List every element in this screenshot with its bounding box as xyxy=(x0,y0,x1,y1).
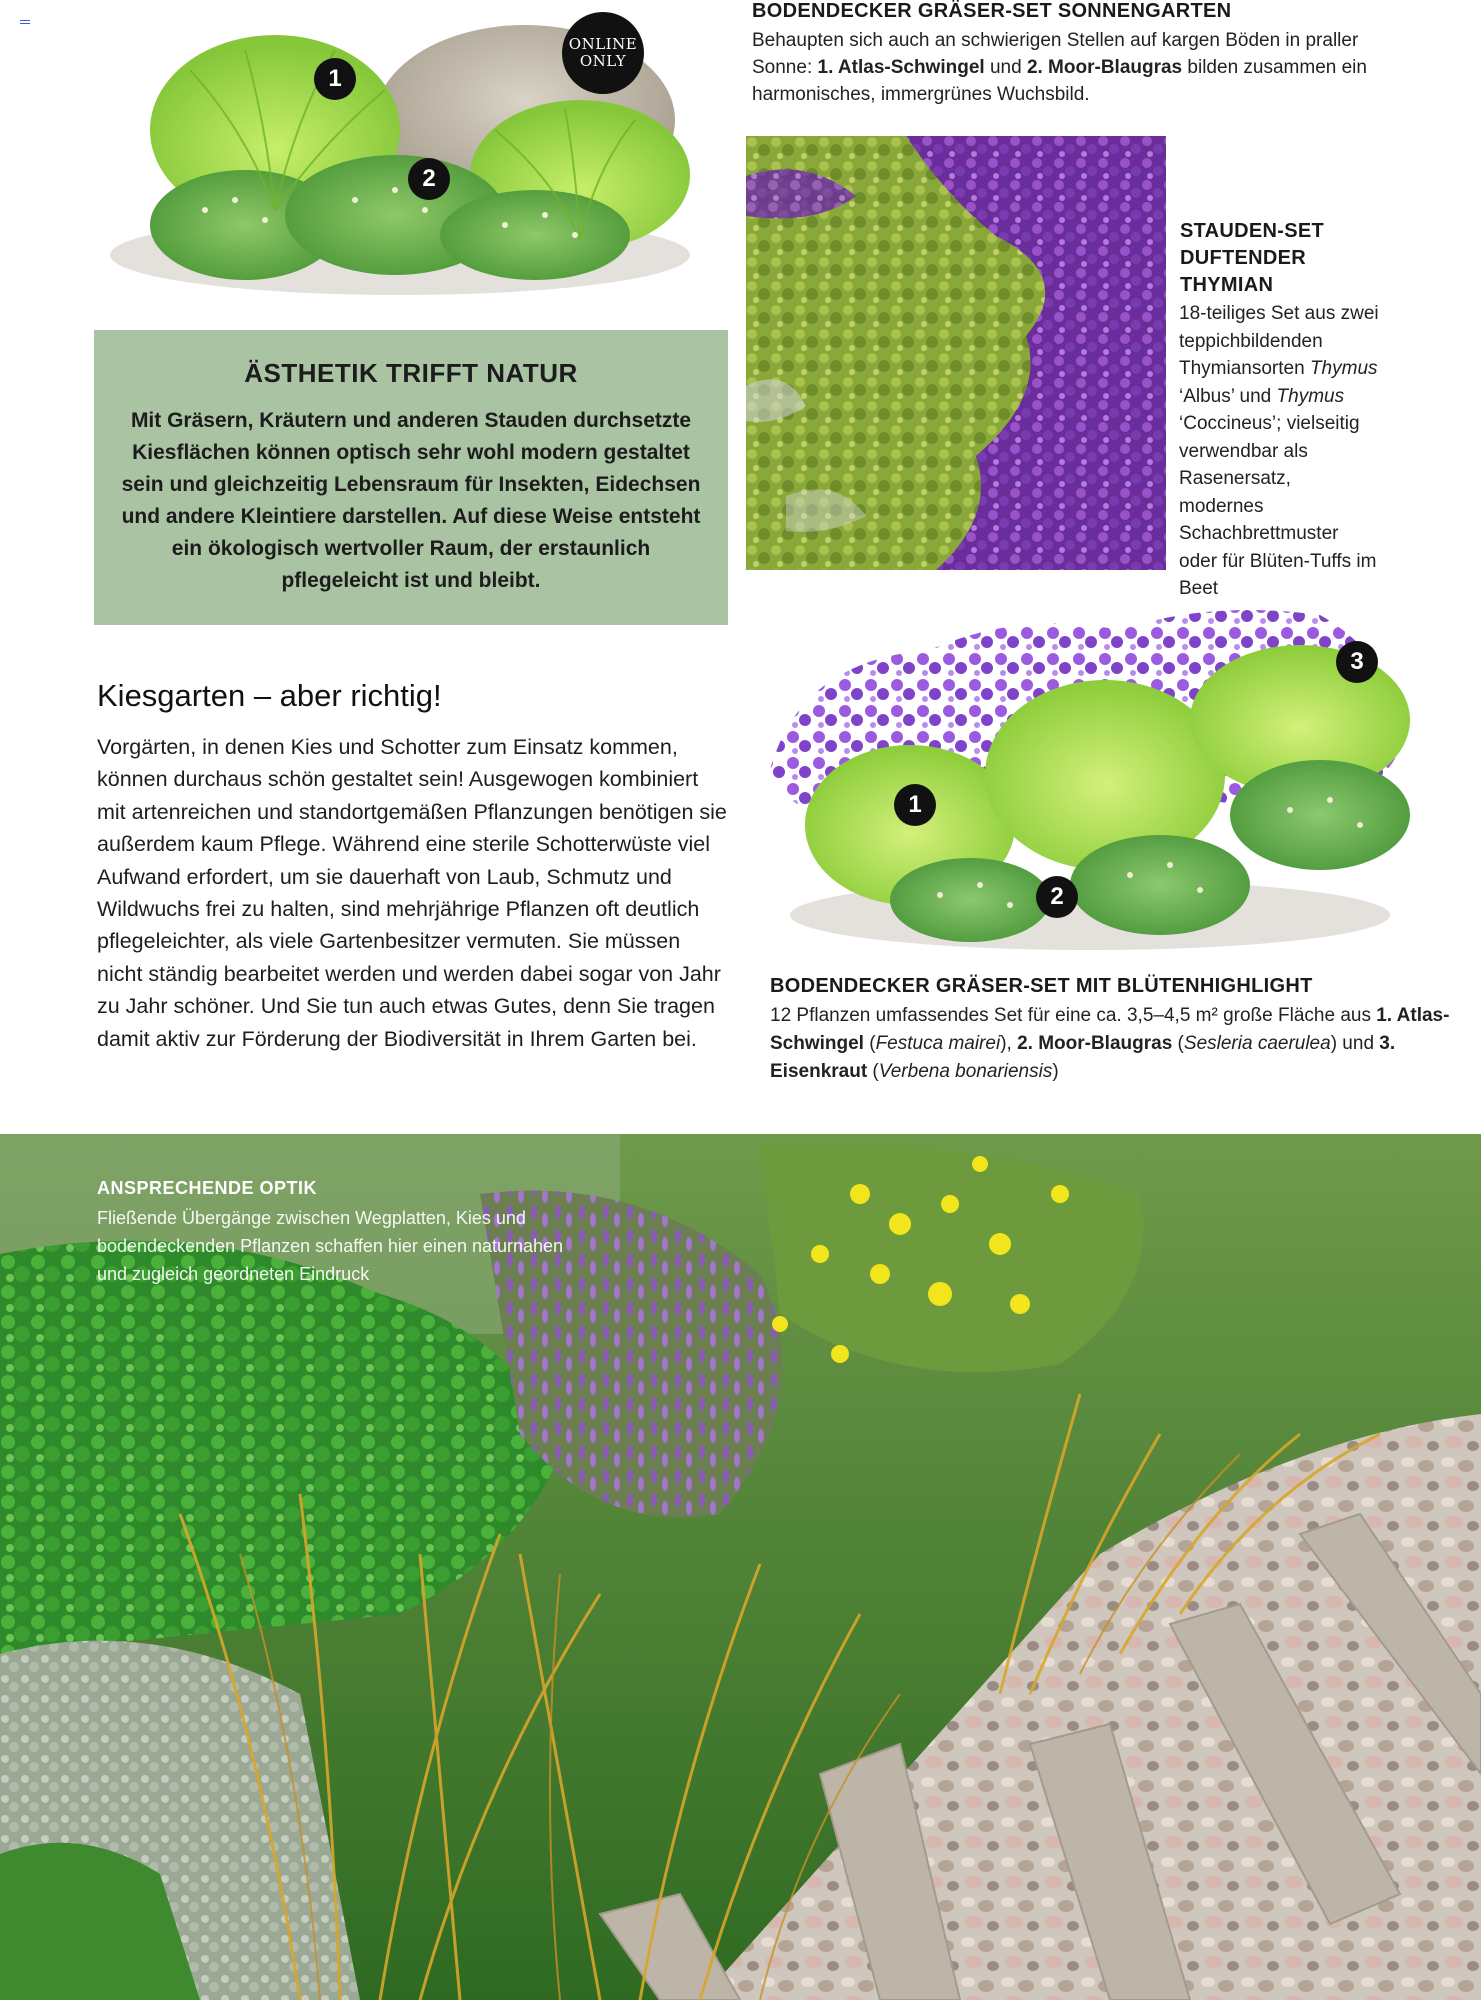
article-title: Kiesgarten – aber richtig! xyxy=(97,678,442,713)
marker-3: 3 xyxy=(1336,641,1378,683)
online-only-badge: ONLINE ONLY xyxy=(562,12,644,94)
article-body: Vorgärten, in denen Kies und Schotter zum Einsatz kommen, können durchaus schön gestaltet sein! Ausgewogen kombiniert mit artenreichen und standortgemäßen Pflanzungen benötigen sie außerdem kaum Pflege. Während eine sterile Schotterwüste viel Aufwand erfordert, um sie dauerhaft von Laub, Schmutz und Wildwuchs frei zu halten, sind mehrjährige Pflanzen oft deutlich pflegeleichter, als viele Gartenbesitzer vermuten. Sie müssen nicht ständig bearbeitet werden und werden dabei sogar von Jahr zu Jahr schöner. Und Sie tun auch etwas Gutes, denn Sie tragen damit aktiv zur Förderung der Biodiversität in Ihrem Garten bei. xyxy=(97,735,727,1051)
marker-1: 1 xyxy=(314,58,356,100)
marker-2: 2 xyxy=(408,158,450,200)
set-thymian-description: 18-teiliges Set aus zwei teppichbildenden Thymiansorten Thymus ‘Albus’ und Thymus ‘Coccineus’; vielseitig verwendbar als Rasenersatz, modernes Schachbrettmuster oder für Blüten-Tuffs im Beet xyxy=(1179,303,1379,599)
marker-1: 1 xyxy=(894,784,936,826)
photo-caption-text: Fließende Übergänge zwischen Wegplatten, Kies und bodendeckenden Pflanzen schaffen hier einen naturnahen und zugleich geordneten Eindruck xyxy=(97,1208,564,1284)
set-thymian-title: STAUDEN-SET DUFTENDER THYMIAN xyxy=(1180,220,1325,296)
set-bluetenhighlight-title: BODENDECKER GRÄSER-SET MIT BLÜTENHIGHLIGHT xyxy=(770,975,1313,997)
set-sonnengarten-description: Behaupten sich auch an schwierigen Stellen auf kargen Böden in praller Sonne: 1. Atlas-Schwingel und 2. Moor-Blaugras bilden zusammen ein harmonisches, immergrünes Wuchsbild. xyxy=(752,30,1367,105)
photo-caption-title: ANSPRECHENDE OPTIK xyxy=(97,1178,318,1198)
thymian-photo xyxy=(746,136,1166,570)
set-sonnengarten-title: BODENDECKER GRÄSER-SET SONNENGARTEN xyxy=(752,0,1232,22)
info-box-title: ÄSTHETIK TRIFFT NATUR xyxy=(244,358,578,388)
marker-2: 2 xyxy=(1036,876,1078,918)
set-bluetenhighlight-description: 12 Pflanzen umfassendes Set für eine ca. 3,5–4,5 m² große Fläche aus 1. Atlas-Schwingel (Festuca mairei), 2. Moor-Blaugras (Sesleria caerulea) und 3. Eisenkraut (Verbena bonariensis) xyxy=(770,1005,1450,1082)
menu-icon[interactable] xyxy=(20,20,30,28)
flower-grass-set-illustration xyxy=(760,600,1410,950)
info-box-text: Mit Gräsern, Kräutern und anderen Stauden durchsetzte Kiesflächen können optisch sehr wohl modern gestaltet sein und gleichzeitig Lebensraum für Insekten, Eidechsen und andere Kleintiere darstellen. Auf diese Weise entsteht ein ökologisch wertvoller Raum, der erstaunlich pflegeleicht ist und bleibt. xyxy=(121,409,701,592)
